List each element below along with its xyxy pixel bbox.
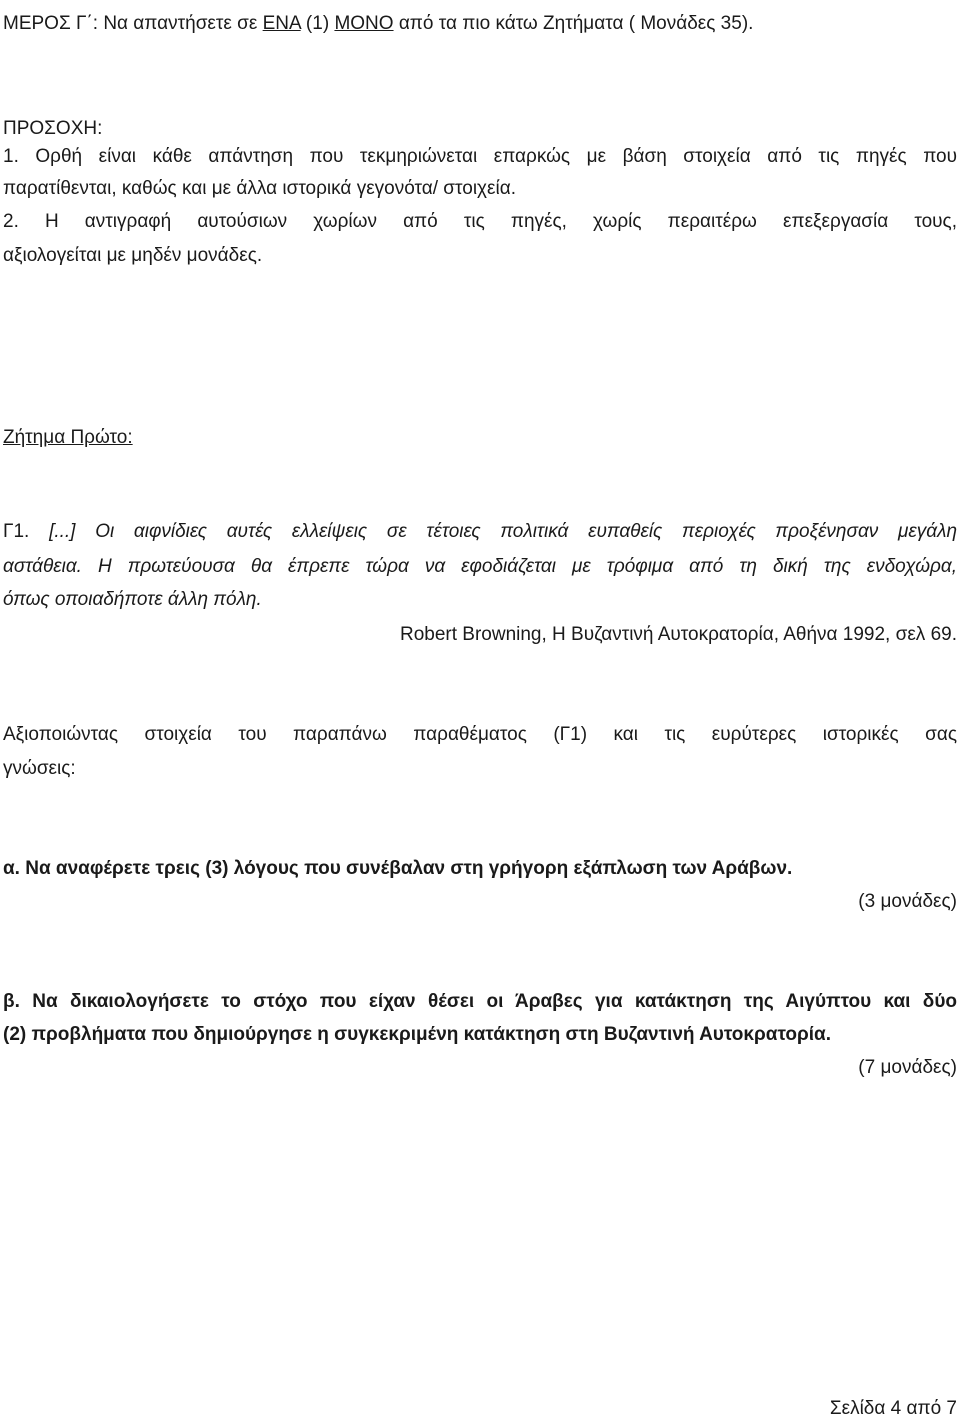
source-citation: Robert Browning, Η Βυζαντινή Αυτοκρατορία, Αθήνα 1992, σελ 69. (399, 624, 957, 645)
notice-line: παρατίθενται, καθώς και με άλλα ιστορικά γεγονότα/ στοιχεία. (3, 178, 516, 199)
question-b-line: (2) προβλήματα που δημιούργησε η συγκεκριμένη κατάκτηση στη Βυζαντινή Αυτοκρατορία. (3, 1024, 831, 1045)
instruction-line: Αξιοποιώντας στοιχεία του παραπάνω παραθέματος (Γ1) και τις ευρύτερες ιστορικές σας (3, 724, 957, 745)
source-label: Γ1. (3, 521, 30, 542)
notice-line: 1. Ορθή είναι κάθε απάντηση που τεκμηριώνεται επαρκώς με βάση στοιχεία από τις πηγές που (3, 146, 957, 167)
page-number: Σελίδα 4 από 7 (829, 1398, 957, 1419)
question-a-points: (3 μονάδες) (858, 891, 957, 912)
emphasis-ena: ΕΝΑ (262, 13, 301, 34)
question-a: α. Να αναφέρετε τρεις (3) λόγους που συνέβαλαν στη γρήγορη εξάπλωση των Αράβων. (3, 858, 793, 879)
notice-line: 2. Η αντιγραφή αυτούσιων χωρίων από τις πηγές, χωρίς περαιτέρω επεξεργασία τους, (3, 211, 957, 232)
question-b: β. Να δικαιολογήσετε το στόχο που είχαν θέσει οι Άραβες για κατάκτηση της Αιγύπτου και δύο (3, 991, 957, 1012)
emphasis-mono: ΜΟΝΟ (334, 13, 394, 34)
source-quote-line: όπως οποιαδήποτε άλλη πόλη. (3, 589, 262, 610)
topic-heading: Ζήτημα Πρώτο: (3, 427, 133, 448)
part-heading: ΜΕΡΟΣ Γ΄: Να απαντήσετε σε ΕΝΑ (1) ΜΟΝΟ από τα πιο κάτω Ζητήματα ( Μονάδες 35). (3, 13, 754, 34)
question-b-points: (7 μονάδες) (858, 1057, 957, 1078)
source-quote-line: Γ1. [...] Οι αιφνίδιες αυτές ελλείψεις σε τέτοιες πολιτικά ευπαθείς περιοχές προξένησαν μεγάλη (3, 521, 958, 542)
notice-title: ΠΡΟΣΟΧΗ: (3, 118, 103, 139)
source-quote-line: αστάθεια. Η πρωτεύουσα θα έπρεπε τώρα να εφοδιάζεται με τρόφιμα από τη δική της ενδοχώρα, (3, 556, 957, 577)
notice-line: αξιολογείται με μηδέν μονάδες. (3, 245, 263, 266)
instruction-line: γνώσεις: (3, 758, 76, 779)
